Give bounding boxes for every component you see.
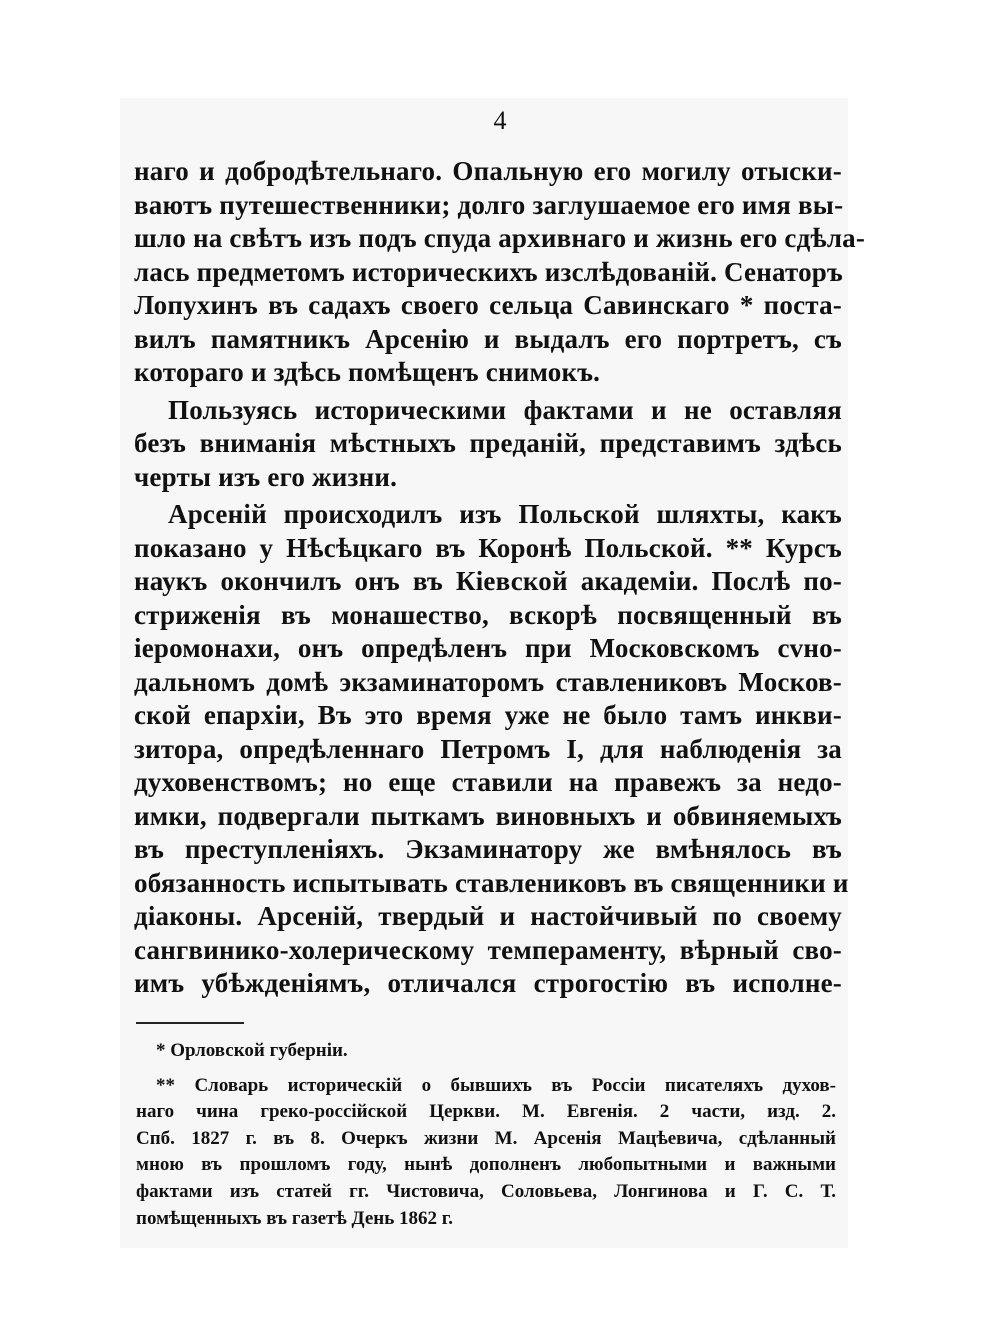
text-line: котораго и здѣсь помѣщенъ снимокъ.	[134, 357, 601, 387]
text-line: обязанность испытывать ставлениковъ въ священники и	[134, 867, 849, 898]
main-text	[134, 155, 866, 1001]
footnote-line: помѣщенныхъ въ газетѣ День 1862 г.	[136, 1207, 453, 1229]
footnote-line: * Орловской губерніи.	[156, 1040, 348, 1061]
footnote-line: наго чина греко-россійской Церкви. М. Евгенія. 2 части, изд. 2.	[136, 1101, 836, 1123]
text-line: наукъ окончилъ онъ въ Кіевской академіи. Послѣ по-	[134, 566, 842, 596]
text-line: діаконы. Арсеній, твердый и настойчивый по своему	[134, 901, 842, 931]
text-line: шло на свѣтъ изъ подъ спуда архивнаго и жизнь его сдѣла-	[134, 223, 866, 253]
text-line: имъ убѣжденіямъ, отличался строгостію въ исполне-	[134, 968, 842, 998]
paragraph	[134, 394, 842, 495]
footnote	[136, 1073, 836, 1233]
text-line: имки, подвергали пыткамъ виновныхъ и обвиняемыхъ	[134, 800, 842, 831]
footnote-line: фактами изъ статей гг. Чистовича, Соловьева, Лонгинова и Г. С. Т.	[136, 1180, 836, 1202]
footnotes	[136, 1038, 836, 1232]
paragraph	[134, 155, 866, 390]
text-line: дальномъ домѣ экзаминаторомъ ставлениковъ Москов-	[134, 666, 842, 697]
paragraph	[134, 498, 849, 1001]
footnote-line: Спб. 1827 г. въ 8. Очеркъ жизни М. Арсенія Мацѣевича, сдѣланный	[136, 1127, 836, 1149]
text-line: лась предметомъ историческихъ изслѣдованій. Сенаторъ	[134, 256, 843, 287]
footnote-divider	[136, 1022, 244, 1024]
text-line: ской епархіи, Въ это время уже не было тамъ инкви-	[134, 700, 842, 730]
footnote-line: ** Словарь историческій о бывшихъ въ Россіи писателяхъ духов-	[156, 1074, 836, 1096]
text-line: Пользуясь историческими фактами и не оставляя	[168, 394, 842, 425]
text-line: іеромонахи, онъ опредѣленъ при Московскомъ сvно-	[134, 633, 842, 663]
text-line: стриженія въ монашество, вскорѣ посвященный въ	[134, 599, 842, 630]
page-number: 4	[493, 106, 507, 135]
text-line: Арсеній происходилъ изъ Польской шляхты, какъ	[168, 499, 842, 529]
text-line: зитора, опредѣленнаго Петромъ I, для наблюденія за	[134, 733, 842, 764]
text-line: вилъ памятникъ Арсенію и выдалъ его портретъ, съ	[134, 323, 842, 354]
text-line: въ преступленіяхъ. Экзаминатору же вмѣнялось въ	[134, 834, 842, 864]
text-line: черты изъ его жизни.	[134, 461, 398, 492]
text-line: безъ вниманія мѣстныхъ преданій, представимъ здѣсь	[134, 428, 842, 458]
footnote-line: мною въ прошломъ году, нынѣ дополненъ любопытными и важными	[136, 1154, 836, 1176]
text-line: Лопухинъ въ садахъ своего сельца Савинскаго * поста-	[134, 290, 842, 320]
text-line: ваютъ путешественники; долго заглушаемое его имя вы-	[134, 189, 844, 220]
text-line: духовенствомъ; но еще ставили на правежъ за недо-	[134, 767, 842, 797]
footnote	[136, 1038, 836, 1065]
text-line: показано у Нѣсѣцкаго въ Коронѣ Польской. ** Курсъ	[134, 532, 842, 563]
text-line: наго и добродѣтельнаго. Опальную его могилу отыски-	[134, 156, 842, 186]
text-line: сангвинико-холерическому темпераменту, вѣрный сво-	[134, 934, 842, 965]
